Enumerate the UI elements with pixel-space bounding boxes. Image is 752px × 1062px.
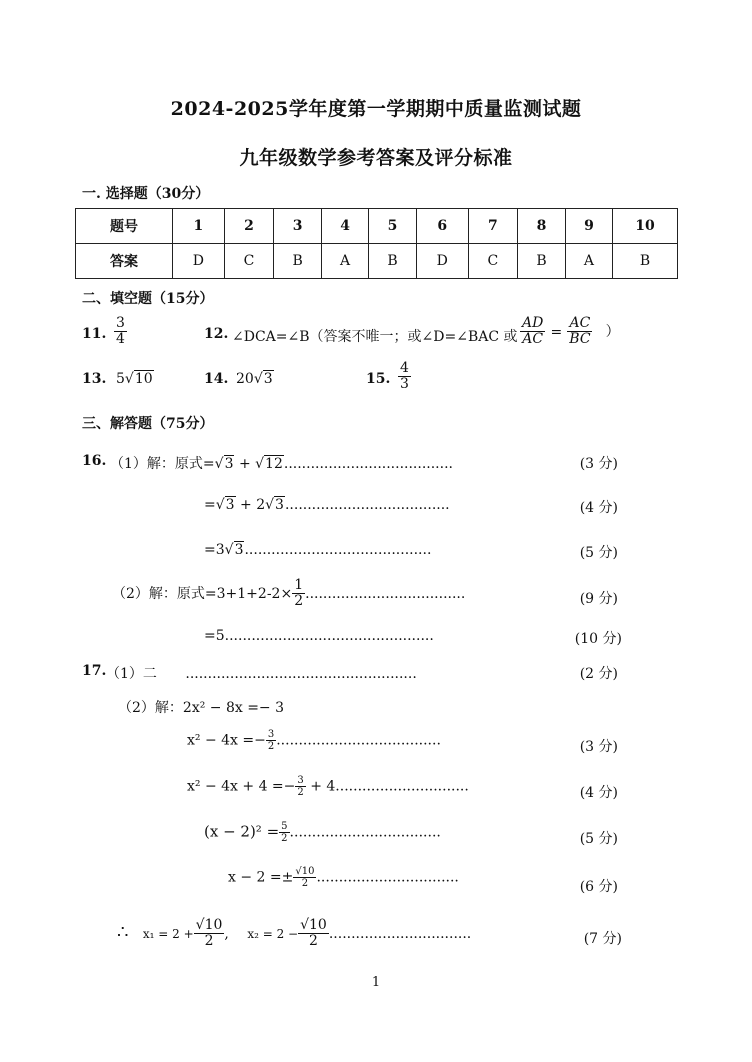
q12-f2-denominator: BC: [569, 331, 591, 348]
q13-answer: [116, 371, 154, 387]
sqrt-icon: √: [265, 497, 275, 513]
q17-part2-label: （2）解：2x² − 8x =− 3: [118, 700, 285, 716]
leader-dots: ..................................: [289, 824, 441, 841]
numerator: 5: [281, 821, 288, 832]
q16-part1-label: （1）解：原式=: [110, 456, 215, 472]
denominator: 2: [309, 933, 318, 950]
expression: x² − 4x =−: [187, 732, 266, 749]
q15-answer: [398, 361, 411, 393]
table-cell: C: [224, 244, 274, 279]
q16-result: [204, 628, 434, 644]
q17-part1-answer: （1）二: [106, 666, 157, 682]
q11-numerator: 3: [116, 315, 125, 331]
sqrt-icon: √: [253, 371, 263, 387]
table-cell: 9: [565, 209, 612, 244]
q14-answer: [236, 371, 274, 387]
table-cell: B: [613, 244, 678, 279]
q15-number: 15.: [366, 371, 391, 387]
q17-line4: [228, 866, 459, 889]
q16-step1: [110, 453, 453, 473]
numerator: √10: [300, 917, 327, 933]
q17-score-1: (2 分): [579, 666, 618, 682]
operator: + 2: [240, 497, 266, 513]
sqrt-icon: √: [214, 456, 224, 472]
denominator: 2: [281, 833, 288, 844]
denominator: 2: [297, 787, 304, 798]
radicand: 3: [224, 456, 234, 472]
table-cell: A: [322, 244, 369, 279]
q17-score-4: (5 分): [579, 831, 618, 847]
q13-number: 13.: [82, 371, 107, 387]
leader-dots: ................................: [328, 925, 472, 942]
table-cell: D: [173, 244, 225, 279]
table-cell: A: [565, 244, 612, 279]
numerator: 3: [267, 729, 275, 740]
table-cell: 3: [274, 209, 322, 244]
leader-dots: .....................................: [276, 732, 441, 749]
title-sub: 九年级数学参考答案及评分标准: [239, 147, 513, 169]
table-cell: 5: [369, 209, 417, 244]
q16-number: 16.: [82, 453, 107, 469]
table-cell: B: [274, 244, 322, 279]
q11-number: 11.: [82, 326, 107, 342]
leader-dots: ......................................: [283, 456, 453, 472]
q12-f1-denominator: AC: [522, 331, 544, 348]
table-cell: 1: [173, 209, 225, 244]
q14-radicand: 3: [263, 371, 273, 387]
result: =5.: [204, 628, 230, 644]
sqrt-icon: √: [255, 456, 265, 472]
q12-text: ∠DCA=∠B（答案不唯一；或∠D=∠BAC 或: [232, 329, 518, 345]
expression: x − 2 =±: [228, 869, 294, 886]
leader-dots: .....................................: [284, 497, 450, 513]
q17-score-3: (4 分): [579, 785, 618, 801]
q11-denominator: 4: [116, 331, 125, 348]
section-solve-heading: 三、解答题（75分）: [82, 416, 214, 432]
q12-f2-numerator: AC: [569, 315, 591, 331]
numerator: √10: [295, 866, 315, 877]
leader-dots: ..........................................: [244, 542, 432, 558]
table-row: [76, 244, 678, 279]
section-fill-heading: 二、填空题（15分）: [82, 291, 214, 307]
q17-line5: [117, 918, 471, 950]
therefore-icon: ∴: [117, 921, 129, 943]
q12-equals: =: [550, 324, 563, 341]
leader-dots: ..............................................: [229, 628, 434, 644]
denominator: 2: [294, 593, 304, 610]
expression: x₁ = 2 +: [142, 926, 194, 941]
table-header-cell: 题号: [76, 209, 173, 244]
q11-answer: [114, 316, 127, 348]
q12-close: ）: [605, 324, 620, 341]
q16-score-5: (10 分): [574, 631, 622, 647]
leader-dots: ....................................................: [185, 666, 417, 682]
table-cell: 6: [416, 209, 468, 244]
radicand: 12: [265, 456, 283, 472]
radicand: 3: [234, 542, 244, 558]
expression: x² − 4x + 4 =−: [187, 778, 296, 795]
page-number: 1: [371, 975, 381, 990]
q12-f1-numerator: AD: [522, 315, 544, 331]
expression: (x − 2)² =: [204, 822, 280, 841]
numerator: 1: [294, 577, 304, 593]
q15-numerator: 4: [400, 360, 409, 376]
table-cell: D: [416, 244, 468, 279]
q12-fraction-group: [520, 316, 620, 348]
table-cell: 4: [322, 209, 369, 244]
sqrt-icon: √: [224, 542, 234, 558]
q17-score-5: (6 分): [579, 879, 618, 895]
operator: =: [204, 497, 216, 513]
q17-score-2: (3 分): [579, 739, 618, 755]
q12-number: 12.: [204, 326, 229, 342]
q17-part1: [106, 663, 417, 683]
section-choice-heading: 一. 选择题（30分）: [82, 186, 210, 202]
expression: + 4.: [310, 778, 340, 795]
leader-dots: .............................: [339, 778, 469, 795]
operator: =3: [204, 542, 225, 558]
q16-score-3: (5 分): [579, 545, 618, 561]
comma: ,: [224, 925, 229, 942]
table-row: [76, 209, 678, 244]
table-cell: B: [518, 244, 566, 279]
table-cell: C: [468, 244, 518, 279]
q14-coefficient: 20: [236, 371, 254, 387]
answer-table: [75, 208, 678, 279]
table-cell: 7: [468, 209, 518, 244]
denominator: 2: [301, 878, 309, 889]
radicand: 3: [225, 497, 235, 513]
numerator: 3: [297, 775, 304, 786]
radicand: 3: [275, 497, 284, 513]
numerator: √10: [195, 917, 223, 933]
q14-number: 14.: [204, 371, 229, 387]
expression: x₂ = 2 −: [247, 926, 299, 941]
denominator: 2: [267, 741, 275, 752]
q13-radicand: 10: [134, 371, 153, 387]
q16-step3: [204, 542, 431, 558]
q16-step2: [204, 497, 450, 513]
q16-score-2: (4 分): [579, 500, 618, 516]
q16-score-4: (9 分): [579, 591, 618, 607]
leader-dots: ................................: [316, 869, 459, 886]
sqrt-icon: √: [124, 371, 134, 387]
q16-part2: [112, 578, 465, 610]
denominator: 2: [204, 933, 214, 950]
table-cell: B: [369, 244, 417, 279]
q13-coefficient: 5: [116, 371, 125, 387]
table-cell: 2: [224, 209, 274, 244]
table-header-cell: 答案: [76, 244, 173, 279]
q17-line2: [187, 775, 469, 798]
leader-dots: ....................................: [305, 585, 466, 602]
q16-part2-label: （2）解：原式=3+1+2-2×: [112, 585, 293, 602]
q15-denominator: 3: [400, 376, 409, 393]
q17-number: 17.: [82, 663, 107, 679]
table-cell: 8: [518, 209, 566, 244]
q17-line1: [187, 729, 441, 752]
title-main: 2024-2025学年度第一学期期中质量监测试题: [170, 98, 582, 120]
q17-score-6: (7 分): [583, 931, 622, 947]
operator: +: [238, 456, 251, 472]
q16-score-1: (3 分): [579, 456, 618, 472]
sqrt-icon: √: [215, 497, 225, 513]
q17-line3: [204, 821, 441, 844]
table-cell: 10: [613, 209, 678, 244]
